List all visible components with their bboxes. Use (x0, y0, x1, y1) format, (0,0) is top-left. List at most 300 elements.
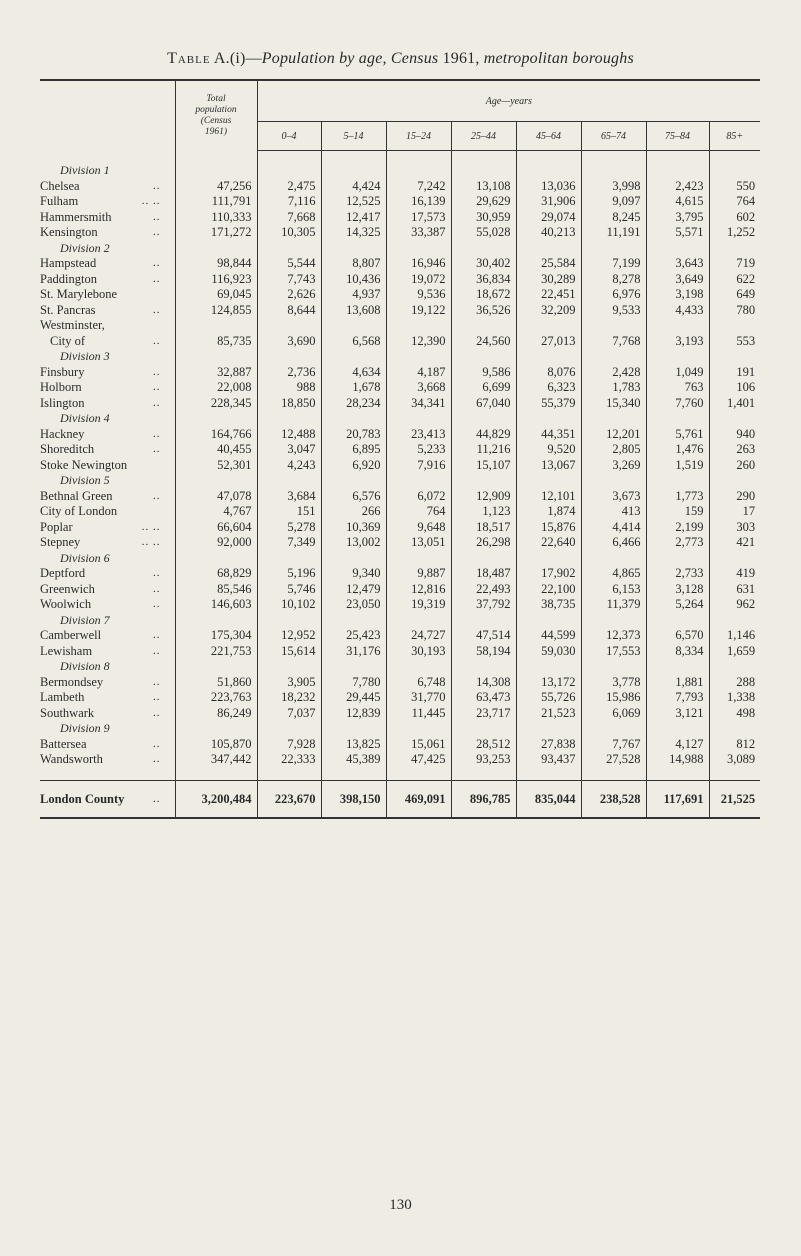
value-cell: 18,850 (257, 396, 321, 412)
value-cell: 9,533 (581, 303, 646, 319)
value-cell: 12,816 (386, 582, 451, 598)
value-cell: 3,778 (581, 675, 646, 691)
leader-dots: .. .. (141, 195, 161, 207)
value-cell: 20,783 (321, 427, 386, 443)
value-cell: 29,074 (516, 210, 581, 226)
empty-cell (646, 241, 709, 257)
header-blank (40, 80, 175, 151)
value-cell: 17,902 (516, 566, 581, 582)
value-cell: 498 (709, 706, 760, 722)
value-cell: 32,887 (175, 365, 257, 381)
value-cell: 15,340 (581, 396, 646, 412)
value-cell: 1,659 (709, 644, 760, 660)
value-cell: 17,553 (581, 644, 646, 660)
empty-cell (386, 721, 451, 737)
value-cell: 10,369 (321, 520, 386, 536)
empty-cell (451, 241, 516, 257)
header-age-3: 25–44 (451, 122, 516, 151)
value-cell: 3,684 (257, 489, 321, 505)
value-cell: 17,573 (386, 210, 451, 226)
value-cell: 4,243 (257, 458, 321, 474)
value-cell: 7,242 (386, 179, 451, 195)
table-row (40, 535, 760, 551)
value-cell: 51,860 (175, 675, 257, 691)
value-cell: 962 (709, 597, 760, 613)
value-cell: 23,050 (321, 597, 386, 613)
leader-dots: .. (153, 706, 161, 719)
borough-name (40, 566, 175, 582)
value-cell: 5,761 (646, 427, 709, 443)
value-cell: 940 (709, 427, 760, 443)
value-cell: 31,906 (516, 194, 581, 210)
borough-name (40, 318, 175, 334)
borough-label: Southwark (40, 705, 95, 720)
total-value-cell: 398,150 (321, 780, 386, 818)
empty-cell (451, 551, 516, 567)
value-cell: 622 (709, 272, 760, 288)
borough-label: Greenwich (40, 581, 95, 596)
value-cell: 1,049 (646, 365, 709, 381)
value-cell: 13,067 (516, 458, 581, 474)
value-cell: 419 (709, 566, 760, 582)
table-row (40, 675, 760, 691)
value-cell: 15,061 (386, 737, 451, 753)
table-row (40, 318, 760, 334)
value-cell: 550 (709, 179, 760, 195)
table-row (40, 380, 760, 396)
value-cell: 7,349 (257, 535, 321, 551)
borough-label: Hackney (40, 426, 85, 441)
value-cell: 764 (386, 504, 451, 520)
borough-label: Bermondsey (40, 674, 104, 689)
value-cell: 23,413 (386, 427, 451, 443)
borough-name (40, 256, 175, 272)
value-cell: 22,100 (516, 582, 581, 598)
population-table (40, 79, 760, 819)
value-cell: 303 (709, 520, 760, 536)
value-cell: 86,249 (175, 706, 257, 722)
empty-cell (516, 411, 581, 427)
value-cell (516, 318, 581, 334)
value-cell: 171,272 (175, 225, 257, 241)
value-cell: 3,998 (581, 179, 646, 195)
empty-cell (646, 349, 709, 365)
value-cell: 17 (709, 504, 760, 520)
table-row (40, 427, 760, 443)
value-cell: 9,887 (386, 566, 451, 582)
value-cell: 98,844 (175, 256, 257, 272)
value-cell: 3,193 (646, 334, 709, 350)
empty-cell (451, 411, 516, 427)
value-cell: 38,735 (516, 597, 581, 613)
value-cell: 3,795 (646, 210, 709, 226)
borough-label: Hampstead (40, 256, 97, 270)
value-cell: 12,488 (257, 427, 321, 443)
value-cell: 111,791 (175, 194, 257, 210)
empty-cell (451, 659, 516, 675)
value-cell: 6,748 (386, 675, 451, 691)
total-value-cell: 238,528 (581, 780, 646, 818)
value-cell: 28,512 (451, 737, 516, 753)
empty-cell (386, 551, 451, 567)
value-cell: 8,076 (516, 365, 581, 381)
value-cell: 27,013 (516, 334, 581, 350)
value-cell: 13,036 (516, 179, 581, 195)
value-cell: 1,146 (709, 628, 760, 644)
value-cell: 6,072 (386, 489, 451, 505)
borough-name (40, 597, 175, 613)
value-cell: 47,078 (175, 489, 257, 505)
value-cell: 764 (709, 194, 760, 210)
leader-dots: .. (153, 334, 161, 347)
value-cell: 6,323 (516, 380, 581, 396)
value-cell: 19,319 (386, 597, 451, 613)
table-row (40, 690, 760, 706)
empty-cell (646, 473, 709, 489)
table-row (40, 334, 760, 350)
value-cell: 25,584 (516, 256, 581, 272)
value-cell: 7,793 (646, 690, 709, 706)
value-cell: 24,727 (386, 628, 451, 644)
leader-dots: .. (153, 365, 161, 378)
header-age-4: 45–64 (516, 122, 581, 151)
value-cell: 151 (257, 504, 321, 520)
value-cell: 1,519 (646, 458, 709, 474)
borough-name (40, 752, 175, 768)
value-cell: 260 (709, 458, 760, 474)
value-cell: 21,523 (516, 706, 581, 722)
borough-label: Lambeth (40, 690, 85, 704)
value-cell: 8,807 (321, 256, 386, 272)
division-label: Division 8 (60, 659, 110, 673)
value-cell: 29,445 (321, 690, 386, 706)
division-label: Division 2 (60, 240, 110, 255)
borough-name (40, 210, 175, 226)
division-heading-row (40, 151, 760, 179)
borough-label: Camberwell (40, 628, 102, 642)
value-cell: 4,414 (581, 520, 646, 536)
empty-cell (175, 551, 257, 567)
header-age-0: 0–4 (257, 122, 321, 151)
empty-cell (516, 721, 581, 737)
borough-label: Paddington (40, 271, 97, 286)
value-cell: 16,139 (386, 194, 451, 210)
value-cell: 36,526 (451, 303, 516, 319)
title-year: 1961, (442, 50, 480, 67)
empty-cell (175, 411, 257, 427)
value-cell: 9,340 (321, 566, 386, 582)
value-cell: 7,668 (257, 210, 321, 226)
value-cell: 1,401 (709, 396, 760, 412)
value-cell: 55,379 (516, 396, 581, 412)
value-cell: 18,672 (451, 287, 516, 303)
value-cell: 105,870 (175, 737, 257, 753)
value-cell: 58,194 (451, 644, 516, 660)
empty-cell (257, 551, 321, 567)
empty-cell (386, 473, 451, 489)
total-value-cell: 223,670 (257, 780, 321, 818)
borough-label: Chelsea (40, 178, 80, 193)
empty-cell (386, 411, 451, 427)
empty-cell (516, 349, 581, 365)
borough-label: Westminster, (40, 318, 105, 332)
borough-label: St. Pancras (40, 302, 96, 317)
value-cell: 812 (709, 737, 760, 753)
value-cell: 6,568 (321, 334, 386, 350)
value-cell: 22,333 (257, 752, 321, 768)
empty-cell (646, 721, 709, 737)
value-cell: 146,603 (175, 597, 257, 613)
value-cell (257, 318, 321, 334)
empty-cell (257, 241, 321, 257)
value-cell: 4,127 (646, 737, 709, 753)
empty-cell (257, 411, 321, 427)
table-row (40, 225, 760, 241)
value-cell: 11,445 (386, 706, 451, 722)
borough-name (40, 427, 175, 443)
leader-dots: .. (153, 303, 161, 316)
empty-cell (516, 659, 581, 675)
borough-label: Stepney (40, 535, 81, 549)
value-cell: 3,690 (257, 334, 321, 350)
value-cell: 55,726 (516, 690, 581, 706)
value-cell: 44,829 (451, 427, 516, 443)
leader-dots: .. (153, 629, 161, 641)
value-cell: 763 (646, 380, 709, 396)
value-cell: 223,763 (175, 690, 257, 706)
borough-label: City of London (40, 504, 118, 518)
value-cell: 32,209 (516, 303, 581, 319)
value-cell: 93,253 (451, 752, 516, 768)
value-cell: 1,123 (451, 504, 516, 520)
value-cell: 47,256 (175, 179, 257, 195)
empty-cell (581, 613, 646, 629)
borough-label: City of (50, 333, 86, 348)
borough-label: St. Marylebone (40, 287, 118, 301)
leader-dots: .. (153, 489, 161, 502)
value-cell: 12,839 (321, 706, 386, 722)
leader-dots: .. (153, 675, 161, 688)
value-cell: 7,199 (581, 256, 646, 272)
empty-cell (175, 241, 257, 257)
value-cell: 18,232 (257, 690, 321, 706)
value-cell: 4,937 (321, 287, 386, 303)
value-cell: 4,634 (321, 365, 386, 381)
leader-dots: .. (153, 443, 161, 455)
value-cell: 45,389 (321, 752, 386, 768)
value-cell: 85,546 (175, 582, 257, 598)
value-cell: 15,986 (581, 690, 646, 706)
value-cell: 7,760 (646, 396, 709, 412)
borough-name (40, 628, 175, 644)
value-cell: 66,604 (175, 520, 257, 536)
empty-cell (257, 349, 321, 365)
division-label: Division 5 (60, 473, 110, 487)
value-cell: 2,626 (257, 287, 321, 303)
value-cell: 13,108 (451, 179, 516, 195)
table-title (0, 50, 801, 68)
table-row (40, 179, 760, 195)
value-cell: 33,387 (386, 225, 451, 241)
value-cell: 13,051 (386, 535, 451, 551)
empty-cell (175, 349, 257, 365)
value-cell: 8,644 (257, 303, 321, 319)
value-cell: 1,476 (646, 442, 709, 458)
division-heading-row (40, 241, 760, 257)
value-cell (581, 318, 646, 334)
table-row (40, 272, 760, 288)
total-value-cell: 21,525 (709, 780, 760, 818)
empty-cell (321, 473, 386, 489)
empty-cell (451, 473, 516, 489)
value-cell: 9,536 (386, 287, 451, 303)
value-cell: 36,834 (451, 272, 516, 288)
value-cell: 34,341 (386, 396, 451, 412)
value-cell: 12,390 (386, 334, 451, 350)
header-age-6: 75–84 (646, 122, 709, 151)
borough-name (40, 582, 175, 598)
value-cell: 2,423 (646, 179, 709, 195)
value-cell: 4,424 (321, 179, 386, 195)
empty-cell (321, 659, 386, 675)
leader-dots: .. (153, 226, 161, 238)
empty-cell (709, 473, 760, 489)
division-heading-row (40, 349, 760, 365)
value-cell: 11,191 (581, 225, 646, 241)
empty-cell (175, 613, 257, 629)
value-cell: 15,876 (516, 520, 581, 536)
leader-dots: .. (153, 691, 161, 703)
empty-cell (175, 151, 257, 179)
table-row (40, 644, 760, 660)
value-cell: 9,586 (451, 365, 516, 381)
borough-name (40, 458, 175, 474)
empty-cell (516, 241, 581, 257)
value-cell: 9,648 (386, 520, 451, 536)
table-row (40, 442, 760, 458)
borough-label: Poplar (40, 519, 73, 534)
value-cell: 1,881 (646, 675, 709, 691)
borough-name (40, 365, 175, 381)
value-cell: 26,298 (451, 535, 516, 551)
leader-dots: .. (153, 179, 161, 192)
borough-label: Battersea (40, 736, 87, 751)
borough-name (40, 442, 175, 458)
value-cell: 164,766 (175, 427, 257, 443)
value-cell: 7,916 (386, 458, 451, 474)
empty-cell (516, 551, 581, 567)
table-row (40, 752, 760, 768)
empty-cell (646, 659, 709, 675)
value-cell: 2,199 (646, 520, 709, 536)
value-cell: 37,792 (451, 597, 516, 613)
empty-cell (451, 721, 516, 737)
value-cell: 4,433 (646, 303, 709, 319)
value-cell: 12,373 (581, 628, 646, 644)
empty-cell (175, 721, 257, 737)
value-cell: 12,101 (516, 489, 581, 505)
value-cell: 9,097 (581, 194, 646, 210)
value-cell: 1,773 (646, 489, 709, 505)
value-cell: 68,829 (175, 566, 257, 582)
empty-cell (581, 151, 646, 179)
value-cell: 12,417 (321, 210, 386, 226)
title-census: Census (390, 50, 439, 67)
value-cell: 14,325 (321, 225, 386, 241)
empty-cell (581, 411, 646, 427)
value-cell: 5,746 (257, 582, 321, 598)
empty-cell (386, 613, 451, 629)
value-cell: 14,308 (451, 675, 516, 691)
value-cell: 159 (646, 504, 709, 520)
value-cell: 3,089 (709, 752, 760, 768)
value-cell: 5,278 (257, 520, 321, 536)
spacer-row (40, 768, 760, 781)
table-label: Table (167, 50, 211, 67)
value-cell: 263 (709, 442, 760, 458)
table-row (40, 287, 760, 303)
value-cell: 10,436 (321, 272, 386, 288)
value-cell: 12,201 (581, 427, 646, 443)
leader-dots: .. (153, 272, 161, 285)
value-cell (646, 318, 709, 334)
empty-cell (257, 151, 321, 179)
value-cell (175, 318, 257, 334)
value-cell: 30,289 (516, 272, 581, 288)
borough-label: Deptford (40, 566, 86, 580)
borough-name (40, 675, 175, 691)
value-cell: 14,988 (646, 752, 709, 768)
table-row (40, 706, 760, 722)
empty-cell (709, 613, 760, 629)
value-cell: 6,466 (581, 535, 646, 551)
empty-cell (646, 613, 709, 629)
value-cell: 6,920 (321, 458, 386, 474)
value-cell: 6,570 (646, 628, 709, 644)
value-cell: 347,442 (175, 752, 257, 768)
leader-dots: .. (153, 396, 161, 409)
division-heading-row (40, 721, 760, 737)
value-cell: 5,196 (257, 566, 321, 582)
value-cell: 6,976 (581, 287, 646, 303)
header-total-population: Total population (Census 1961) (175, 80, 257, 151)
empty-cell (321, 411, 386, 427)
value-cell (709, 318, 760, 334)
table-row (40, 504, 760, 520)
borough-name (40, 737, 175, 753)
title-suffix: metropolitan boroughs (483, 50, 634, 67)
value-cell: 12,525 (321, 194, 386, 210)
division-heading-row (40, 411, 760, 427)
value-cell: 8,245 (581, 210, 646, 226)
leader-dots: .. (153, 257, 161, 269)
value-cell: 3,905 (257, 675, 321, 691)
value-cell: 59,030 (516, 644, 581, 660)
value-cell: 6,576 (321, 489, 386, 505)
value-cell: 19,122 (386, 303, 451, 319)
value-cell: 10,305 (257, 225, 321, 241)
borough-name (40, 504, 175, 520)
empty-cell (321, 349, 386, 365)
value-cell: 6,153 (581, 582, 646, 598)
empty-cell (321, 151, 386, 179)
value-cell: 28,234 (321, 396, 386, 412)
borough-name (40, 380, 175, 396)
borough-label: Shoreditch (40, 442, 95, 456)
value-cell: 10,102 (257, 597, 321, 613)
header-age-5: 65–74 (581, 122, 646, 151)
value-cell: 27,838 (516, 737, 581, 753)
